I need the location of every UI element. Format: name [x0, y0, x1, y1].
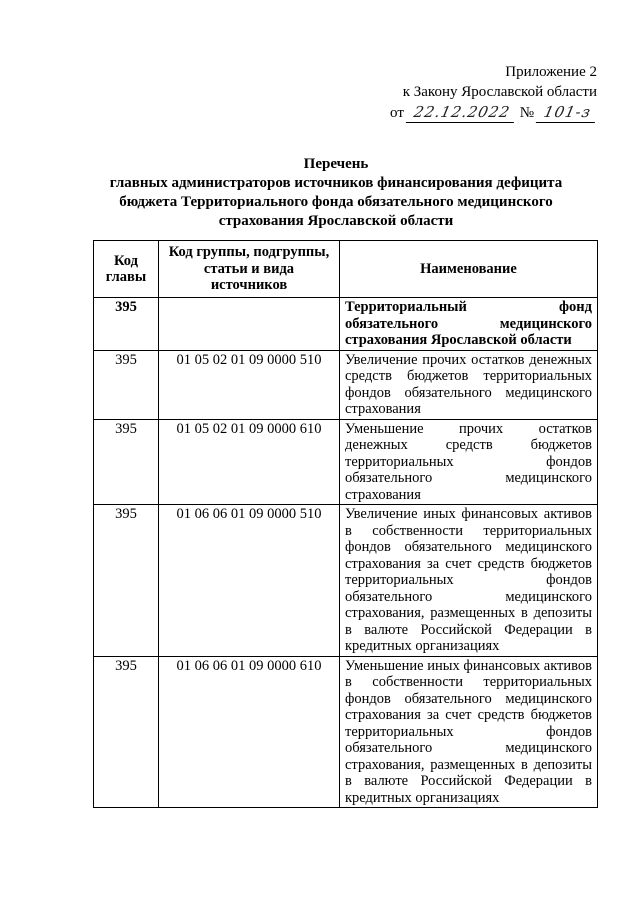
- appendix-number: Приложение 2: [505, 64, 597, 80]
- administrators-table: [93, 240, 598, 808]
- header-name: Наименование: [340, 241, 598, 298]
- from-label: от: [390, 105, 404, 121]
- table-header-row: [94, 241, 598, 298]
- row-source-code: [159, 298, 340, 351]
- table-row: [94, 656, 598, 808]
- handwritten-date: 22.12.2022: [406, 102, 518, 123]
- row-name: Увеличение иных финансовых активов в собственности территориальных фондов обязательного медицинского страхования за счет средств бюджетов территориальных фондов обязательного медицинского страхования, размещенных в депозиты в валюте Российской Федерации в кредитных организациях: [340, 505, 598, 657]
- appendix-header: [390, 62, 597, 123]
- row-source-code: 01 05 02 01 09 0000 510: [159, 350, 340, 419]
- row-name: Уменьшение иных финансовых активов в собственности территориальных фондов обязательного медицинского страхования за счет средств бюджетов территориальных фондов обязательного медицинского страхования, размещенных в депозиты в валюте Российской Федерации в кредитных организациях: [340, 656, 598, 808]
- number-label: №: [519, 105, 535, 121]
- title-line-3: бюджета Территориального фонда обязательного медицинского: [119, 194, 553, 210]
- row-source-code: 01 06 06 01 09 0000 610: [159, 656, 340, 808]
- table-row: [94, 419, 598, 505]
- handwritten-law-number: 101-з: [536, 102, 599, 123]
- title-line-1: Перечень: [303, 156, 369, 172]
- row-code: 395: [94, 656, 159, 808]
- row-source-code: 01 05 02 01 09 0000 610: [159, 419, 340, 505]
- row-code: 395: [94, 350, 159, 419]
- row-source-code: 01 06 06 01 09 0000 510: [159, 505, 340, 657]
- row-name: Увеличение прочих остатков денежных средств бюджетов территориальных фондов обязательного медицинского страхования: [340, 350, 598, 419]
- row-name: Территориальный фонд обязательного медицинского страхования Ярославской области: [340, 298, 598, 351]
- law-date-number-line: [390, 102, 597, 123]
- table-row: [94, 350, 598, 419]
- table-row: [94, 505, 598, 657]
- title-line-2: главных администраторов источников финансирования дефицита: [109, 175, 563, 191]
- row-code: 395: [94, 419, 159, 505]
- header-source-code: Код группы, подгруппы, статьи и вида источников: [159, 241, 340, 298]
- header-code-chapter: Код главы: [94, 241, 159, 298]
- appendix-law-reference: к Закону Ярославской области: [402, 84, 597, 100]
- row-code: 395: [94, 505, 159, 657]
- row-code: 395: [94, 298, 159, 351]
- table-row: [94, 298, 598, 351]
- row-name: Уменьшение прочих остатков денежных средств бюджетов территориальных фондов обязательного медицинского страхования: [340, 419, 598, 505]
- title-line-4: страхования Ярославской области: [218, 213, 454, 229]
- document-title: [72, 155, 600, 231]
